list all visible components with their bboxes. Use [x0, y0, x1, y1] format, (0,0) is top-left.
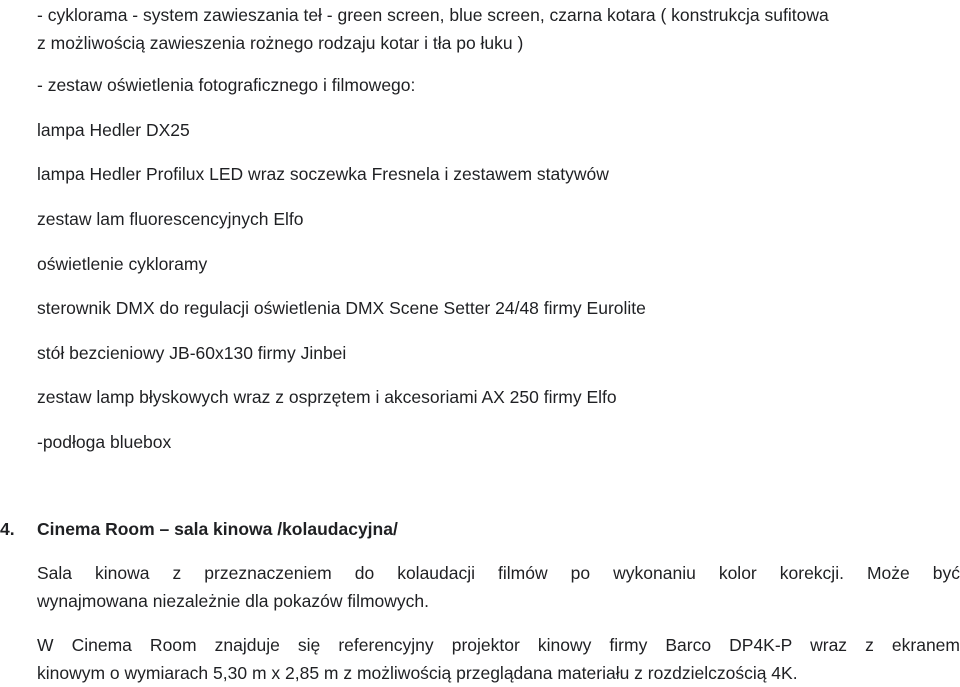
cyclorama-text-line-2: z możliwością zawieszenia rożnego rodzaju kotar i tła po łuku )	[37, 33, 524, 53]
equipment-item: stół bezcieniowy JB-60x130 firmy Jinbei	[37, 343, 347, 363]
equipment-item: sterownik DMX do regulacji oświetlenia DMX Scene Setter 24/48 firmy Eurolite	[37, 298, 646, 318]
equipment-item: -podłoga bluebox	[37, 432, 172, 452]
cyclorama-text-line-1: - cyklorama - system zawieszania teł - green screen, blue screen, czarna kotara ( konstrukcja sufitowa	[37, 5, 829, 25]
section-4-heading	[0, 518, 398, 540]
equipment-item: zestaw lam fluorescencyjnych Elfo	[37, 209, 304, 229]
cinema-paragraph-2-line-1: W Cinema Room znajduje się referencyjny projektor kinowy firmy Barco DP4K-P wraz z ekranem	[37, 635, 960, 655]
equipment-item: lampa Hedler Profilux LED wraz soczewka Fresnela i zestawem statywów	[37, 164, 609, 184]
equipment-item: oświetlenie cykloramy	[37, 254, 208, 274]
section-number: 4.	[0, 519, 15, 539]
cinema-paragraph-1-line-1: Sala kinowa z przeznaczeniem do kolaudacji filmów po wykonaniu kolor korekcji. Może być	[37, 563, 960, 583]
equipment-item: zestaw lamp błyskowych wraz z osprzętem i akcesoriami AX 250 firmy Elfo	[37, 387, 617, 407]
section-title: Cinema Room – sala kinowa /kolaudacyjna/	[37, 519, 398, 539]
equipment-item: lampa Hedler DX25	[37, 120, 190, 140]
cinema-paragraph-2-line-2: kinowym o wymiarach 5,30 m x 2,85 m z możliwością przeglądana materiału z rozdzielczością 4K.	[37, 663, 798, 683]
lighting-set-intro: - zestaw oświetlenia fotograficznego i filmowego:	[37, 75, 416, 95]
cinema-paragraph-1-line-2: wynajmowana niezależnie dla pokazów filmowych.	[37, 591, 429, 611]
